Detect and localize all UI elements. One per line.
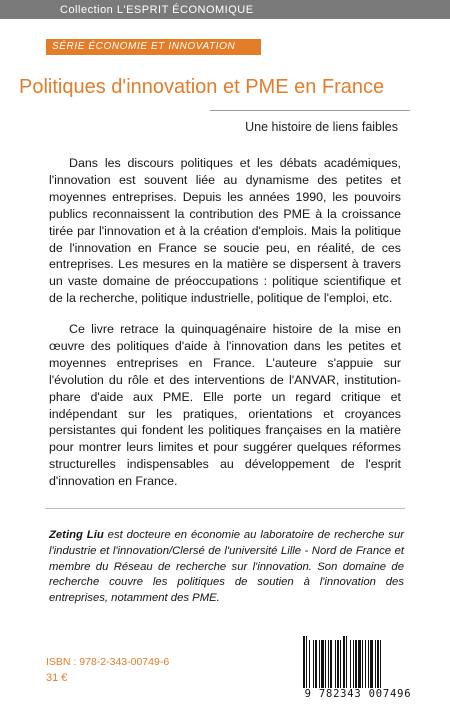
isbn: ISBN : 978-2-343-00749-6 (46, 656, 170, 668)
barcode-icon (303, 638, 413, 688)
author-bio-text: est docteure en économie au laboratoire de recherche sur l'industrie et l'innovation/Clersé de l'université Lille - Nord de France et membre du Réseau de recherche sur l'innovation. Son domaine de recherche couvre les politiques de soutien à l'innovation des entreprises, notamment des PME. (49, 529, 404, 605)
barcode-bar (381, 636, 383, 688)
summary-paragraph-2: Ce livre retrace la quinquagénaire histoire de la mise en œuvre des politiques d'aide à l'innovation dans les petites et moyennes entreprises en France. L'auteure s'appuie sur l'évolution du rôle et des interventions de l'ANVAR, institution-phare d'aide aux PME. Elle porte un regard critique et indépendant sur les pratiques, orientations et croyances persistantes qui fondent les politiques françaises en la matière pour montrer leurs limites et pour suggérer quelques réformes structurelles indispensables au développement de l'esprit d'innovation en France. (49, 322, 401, 489)
barcode-number: 9 782343 007496 (304, 688, 412, 700)
author-name: Zeting Liu (49, 529, 104, 541)
book-title: Politiques d'innovation et PME en France (19, 76, 385, 98)
author-divider (45, 508, 405, 509)
serie-label: SÉRIE ÉCONOMIE ET INNOVATION (52, 41, 236, 52)
book-subtitle: Une histoire de liens faibles (245, 120, 398, 134)
collection-label: Collection L'ESPRIT ÉCONOMIQUE (60, 4, 254, 16)
price: 31 € (46, 672, 68, 684)
title-divider (210, 110, 410, 111)
summary-paragraph-1: Dans les discours politiques et les débats académiques, l'innovation est souvent liée au dynamisme des petites et moyennes entreprises. Depuis les années 1990, les pouvoirs publics reconnaissent la contribution des PME à la croissance tirée par l'innovation et à la création d'emplois. Mais la politique de l'innovation en France se soucie peu, en réalité, de ces entreprises. Les mesures en la matière se dispersent à travers un vaste domaine de préoccupations : politique scientifique et de la recherche, politique industrielle, politique de l'emploi, etc. (49, 156, 401, 306)
author-bio (49, 528, 404, 607)
